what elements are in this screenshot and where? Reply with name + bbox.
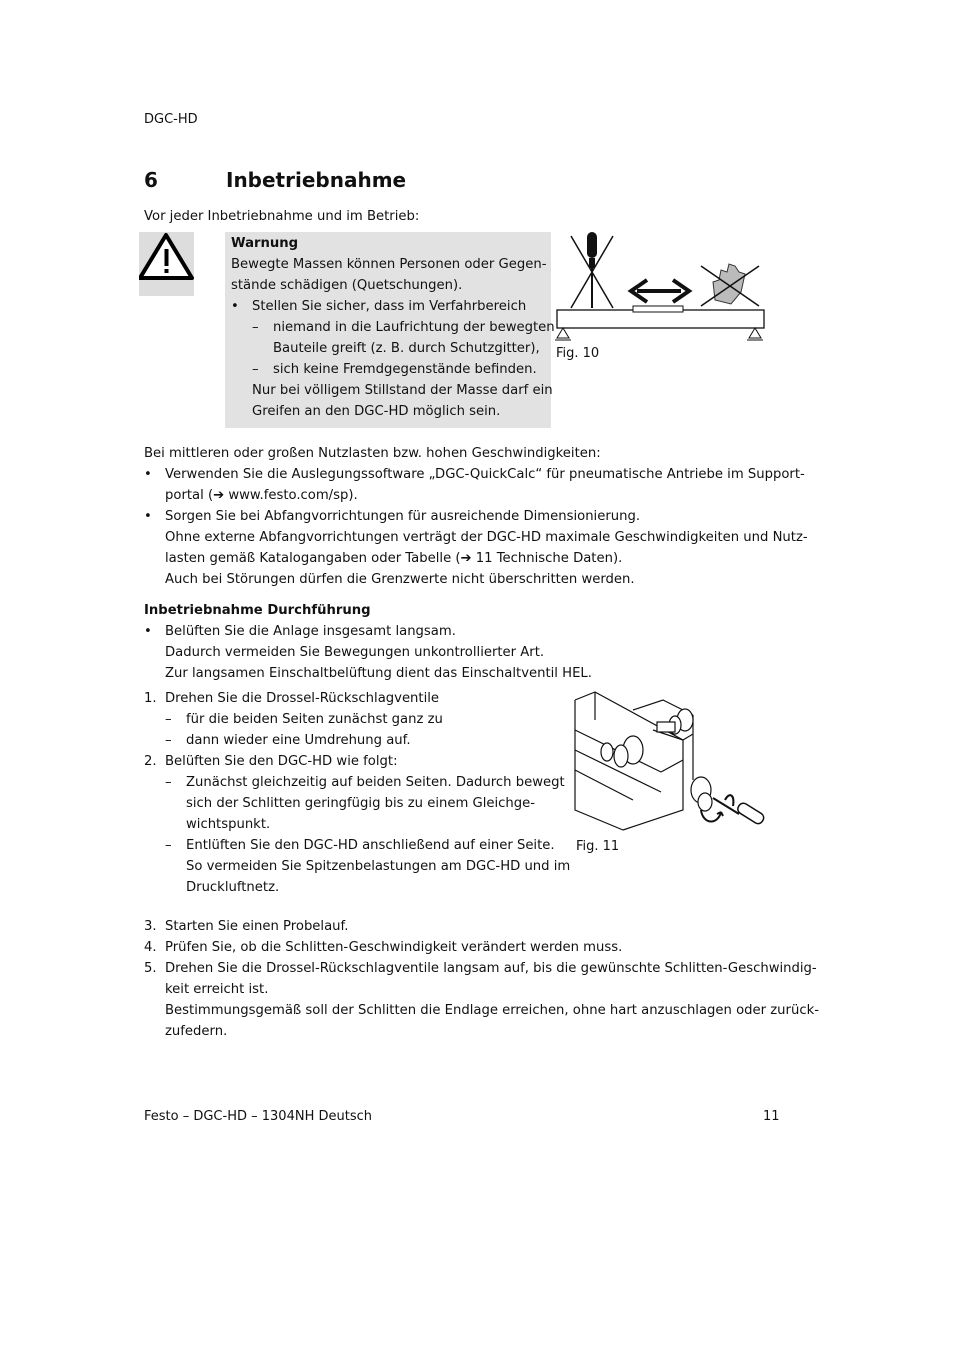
dash-marker: – <box>165 838 172 853</box>
section2-line: Belüften Sie die Anlage insgesamt langsam. <box>165 624 456 639</box>
double-arrow-icon <box>631 280 689 302</box>
figure-11-label: Fig. 11 <box>576 839 620 854</box>
step-text: keit erreicht ist. <box>165 982 269 997</box>
warning-dash: – <box>252 362 259 377</box>
figure-11-illustration <box>573 690 773 845</box>
section1-line: lasten gemäß Katalogangaben oder Tabelle (➔ 11 Technische Daten). <box>165 551 623 566</box>
step-text: sich der Schlitten geringfügig bis zu einem Gleichge- <box>186 796 536 811</box>
step-text: Druckluftnetz. <box>186 880 280 895</box>
step-number: 4. <box>144 940 157 955</box>
dash-marker: – <box>165 733 172 748</box>
footer-document-info: Festo – DGC-HD – 1304NH Deutsch <box>144 1109 372 1124</box>
bullet-marker: • <box>144 467 152 482</box>
warning-line: Nur bei völligem Stillstand der Masse darf ein <box>252 383 553 398</box>
warning-line: Stellen Sie sicher, dass im Verfahrbereich <box>252 299 527 314</box>
valve-icon <box>601 709 712 811</box>
intro-text: Vor jeder Inbetriebnahme und im Betrieb: <box>144 209 420 224</box>
section1-line: Auch bei Störungen dürfen die Grenzwerte nicht überschritten werden. <box>165 572 635 587</box>
step-number: 5. <box>144 961 157 976</box>
step-number: 1. <box>144 691 157 706</box>
step-text: Zunächst gleichzeitig auf beiden Seiten. Dadurch bewegt <box>186 775 565 790</box>
section2-line: Dadurch vermeiden Sie Bewegungen unkontrollierter Art. <box>165 645 545 660</box>
warning-line: Greifen an den DGC-HD möglich sein. <box>252 404 501 419</box>
chapter-title: Inbetriebnahme <box>226 168 407 192</box>
step-text: Belüften Sie den DGC-HD wie folgt: <box>165 754 398 769</box>
dash-marker: – <box>165 712 172 727</box>
figure-10-label: Fig. 10 <box>556 346 600 361</box>
bullet-marker: • <box>144 624 152 639</box>
warning-line: sich keine Fremdgegenstände befinden. <box>273 362 537 377</box>
screwdriver-icon <box>713 798 766 826</box>
step-text: Drehen Sie die Drossel-Rückschlagventile <box>165 691 440 706</box>
warning-triangle-icon <box>139 232 194 296</box>
running-header: DGC-HD <box>144 112 198 127</box>
page-number: 11 <box>763 1109 780 1124</box>
section1-lead: Bei mittleren oder großen Nutzlasten bzw. hohen Geschwindigkeiten: <box>144 446 601 461</box>
warning-line: Bauteile greift (z. B. durch Schutzgitter), <box>273 341 540 356</box>
section2-heading: Inbetriebnahme Durchführung <box>144 603 371 618</box>
step-text: Entlüften Sie den DGC-HD anschließend auf einer Seite. <box>186 838 555 853</box>
hand-icon <box>701 264 759 306</box>
step-text: So vermeiden Sie Spitzenbelastungen am DGC-HD und im <box>186 859 571 874</box>
step-text: Drehen Sie die Drossel-Rückschlagventile langsam auf, bis die gewünschte Schlitten-Geschwindig- <box>165 961 817 976</box>
step-text: für die beiden Seiten zunächst ganz zu <box>186 712 443 727</box>
warning-icon-background <box>139 232 194 296</box>
step-number: 3. <box>144 919 157 934</box>
warning-title: Warnung <box>231 236 299 251</box>
section1-line: portal (➔ www.festo.com/sp). <box>165 488 358 503</box>
step-text: Starten Sie einen Probelauf. <box>165 919 349 934</box>
step-text: dann wieder eine Umdrehung auf. <box>186 733 411 748</box>
chapter-number: 6 <box>144 168 158 192</box>
warning-line: stände schädigen (Quetschungen). <box>231 278 463 293</box>
bullet-marker: • <box>144 509 152 524</box>
step-text: Bestimmungsgemäß soll der Schlitten die Endlage erreichen, ohne hart anzuschlagen oder zurück- <box>165 1003 819 1018</box>
step-text: Prüfen Sie, ob die Schlitten-Geschwindigkeit verändert werden muss. <box>165 940 623 955</box>
dash-marker: – <box>165 775 172 790</box>
section1-line: Verwenden Sie die Auslegungssoftware „DGC-QuickCalc“ für pneumatische Antriebe im Support- <box>165 467 805 482</box>
figure-10-illustration <box>555 230 770 345</box>
step-text: wichtspunkt. <box>186 817 271 832</box>
section1-line: Sorgen Sie bei Abfangvorrichtungen für ausreichende Dimensionierung. <box>165 509 641 524</box>
screwdriver-icon <box>587 232 597 308</box>
step-text: zufedern. <box>165 1024 228 1039</box>
warning-bullet: • <box>231 299 239 314</box>
warning-line: Bewegte Massen können Personen oder Gegen- <box>231 257 547 272</box>
step-number: 2. <box>144 754 157 769</box>
section2-line: Zur langsamen Einschaltbelüftung dient das Einschaltventil HEL. <box>165 666 592 681</box>
warning-line: niemand in die Laufrichtung der bewegten <box>273 320 555 335</box>
warning-dash: – <box>252 320 259 335</box>
section1-line: Ohne externe Abfangvorrichtungen verträgt der DGC-HD maximale Geschwindigkeiten und Nutz- <box>165 530 808 545</box>
